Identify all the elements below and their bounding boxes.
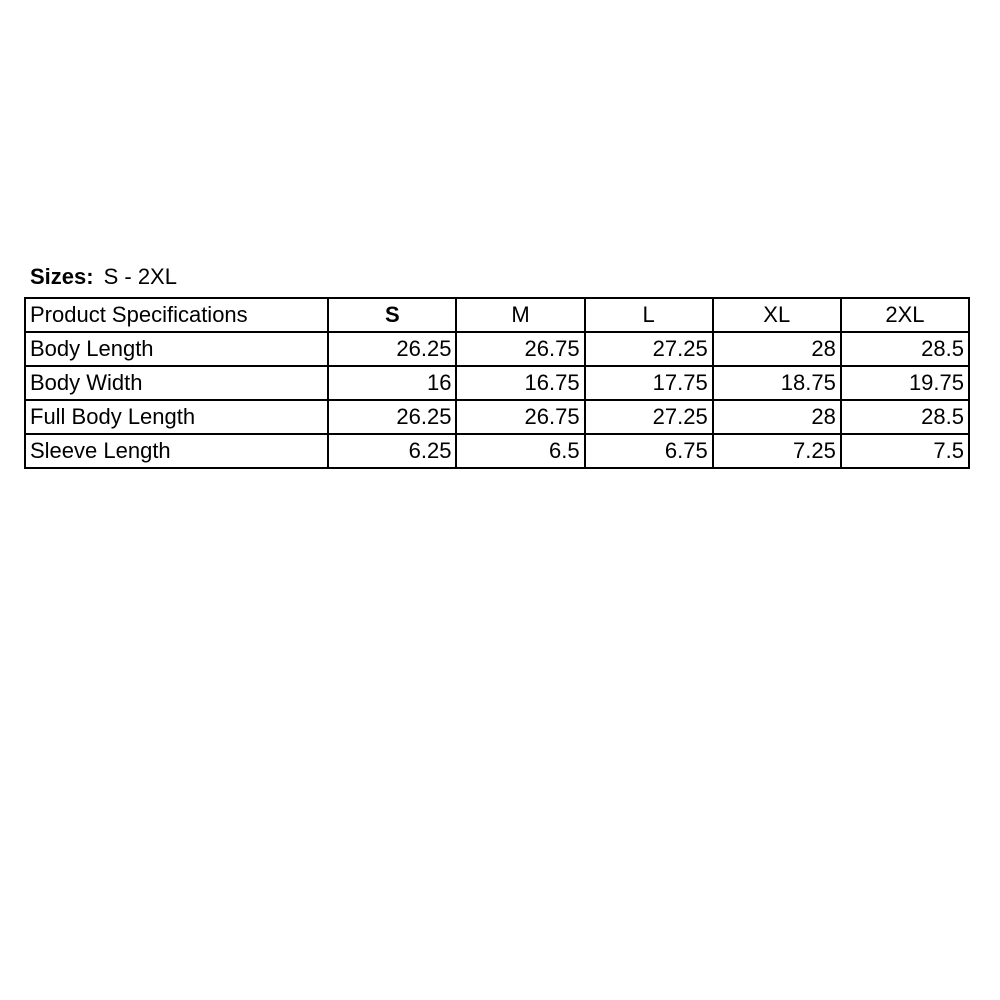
sizes-label: Sizes:: [30, 264, 94, 289]
table-cell: 19.75: [841, 366, 969, 400]
table-cell: 26.25: [328, 400, 456, 434]
table-cell: 28.5: [841, 332, 969, 366]
size-header-s: S: [328, 298, 456, 332]
table-row-body-length: [25, 332, 969, 366]
table-cell: 18.75: [713, 366, 841, 400]
table-cell: 6.75: [585, 434, 713, 468]
table-row-body-width: [25, 366, 969, 400]
table-cell: 17.75: [585, 366, 713, 400]
size-header-2xl: 2XL: [841, 298, 969, 332]
table-cell: 26.75: [456, 400, 584, 434]
table-cell: 28.5: [841, 400, 969, 434]
table-cell: 7.5: [841, 434, 969, 468]
table-cell: 16: [328, 366, 456, 400]
table-cell: 26.25: [328, 332, 456, 366]
sizes-range: S - 2XL: [103, 264, 177, 289]
table-cell: 26.75: [456, 332, 584, 366]
row-label: Body Length: [25, 332, 328, 366]
table-header-row: [25, 298, 969, 332]
table-cell: 16.75: [456, 366, 584, 400]
table-row-sleeve-length: [25, 434, 969, 468]
table-cell: 27.25: [585, 400, 713, 434]
size-header-xl: XL: [713, 298, 841, 332]
size-header-m: M: [456, 298, 584, 332]
table-cell: 28: [713, 400, 841, 434]
table-cell: 28: [713, 332, 841, 366]
table-cell: 6.25: [328, 434, 456, 468]
row-label: Full Body Length: [25, 400, 328, 434]
product-specifications-header: Product Specifications: [25, 298, 328, 332]
table-cell: 7.25: [713, 434, 841, 468]
table-cell: 27.25: [585, 332, 713, 366]
row-label: Body Width: [25, 366, 328, 400]
size-header-l: L: [585, 298, 713, 332]
table-cell: 6.5: [456, 434, 584, 468]
row-label: Sleeve Length: [25, 434, 328, 468]
sizes-caption: [30, 262, 177, 292]
size-spec-table: [24, 297, 970, 469]
table-row-full-body-length: [25, 400, 969, 434]
